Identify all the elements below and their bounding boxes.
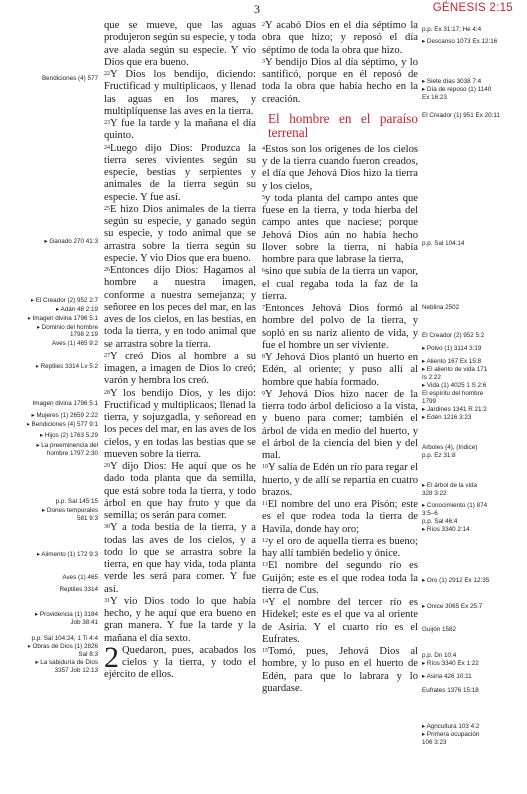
margin-note[interactable]: Árboles (4), (Índice) xyxy=(422,444,478,451)
margin-note[interactable]: 328 3:22 xyxy=(422,490,447,497)
verse xyxy=(104,118,256,143)
margin-note[interactable]: ▸ El Creador (2) 952 2:7 xyxy=(30,297,98,304)
verse-text: Y los bendijo Dios, y les dijo: Fructificad y multiplicaos; llenad la tierra, y sojuzgadla, y señoread en los peces del mar, en las aves de los cielos, y en todas las bestias que se mueven sobre la tierra. xyxy=(104,387,256,460)
margin-note[interactable]: ▸ Ganado 270 41:3 xyxy=(44,238,98,245)
margin-note[interactable]: ▸ Mujeres (1) 2659 2:22 xyxy=(31,412,98,419)
verse-number: 15 xyxy=(262,648,268,654)
verse xyxy=(104,20,256,69)
chapter-2-start xyxy=(104,640,256,682)
verse-number: 12 xyxy=(262,537,268,544)
verse xyxy=(104,351,256,388)
verse-number: 11 xyxy=(262,501,268,507)
margin-note[interactable]: ▸ Adán 48 2:19 xyxy=(55,306,98,313)
margin-note[interactable]: ▸ Alimento (1) 172 9:3 xyxy=(36,551,98,558)
verse xyxy=(104,143,256,204)
margin-note[interactable]: ▸ Día de reposo (1) 1140 xyxy=(422,86,492,93)
margin-note[interactable]: ▸ Dominio del hombre xyxy=(36,324,98,331)
margin-note[interactable]: 1799 xyxy=(422,398,437,405)
verse xyxy=(262,462,418,499)
verse-text: Y creó Dios al hombre a su imagen, a imagen de Dios lo creó; varón y hembra los creó. xyxy=(104,350,256,387)
verse-text: y el oro de aquella tierra es bueno; hay allí también bedelio y ónice. xyxy=(262,535,418,559)
verse-text: Y Jehová Dios hizo nacer de la tierra todo árbol delicioso a la vista, y bueno para comer; también el árbol de vida en medio del huerto, y el árbol de la ciencia del bien y del mal. xyxy=(262,388,418,461)
margin-note[interactable]: ▸ Vida (1) 4025 1 S 2:6 xyxy=(422,382,487,389)
margin-note[interactable]: Aves (1) 465 9:2 xyxy=(51,340,98,347)
verse xyxy=(262,597,418,646)
verse-text: Y Jehová Dios plantó un huerto en Edén, al oriente; y puso allí al hombre que había formado. xyxy=(262,352,418,388)
margin-note[interactable]: Aves (1) 465 xyxy=(62,574,98,581)
chapter-reference: GÉNESIS 2:15 xyxy=(432,2,513,14)
verse-text: Estos son los orígenes de los cielos y de la tierra cuando fueron creados, el día que Jehová Dios hizo la tierra y los cielos, xyxy=(262,143,418,192)
margin-note[interactable]: ▸ Aliento 167 Éx 15:8 xyxy=(422,358,482,365)
page-number: 3 xyxy=(254,2,260,16)
verse-text: sino que subía de la tierra un vapor, el cual regaba toda la faz de la tierra. xyxy=(262,266,418,302)
verse-number: 30 xyxy=(104,524,110,531)
verse-number: 28 xyxy=(104,389,110,396)
verse-number: 8 xyxy=(262,354,265,360)
verse-number: 13 xyxy=(262,562,268,569)
margin-note[interactable]: Imagen divina 1796 5:1 xyxy=(32,400,98,407)
margin-note[interactable]: p.p. Sal 145:15 xyxy=(55,498,98,505)
verse xyxy=(262,57,418,106)
left-margin-notes xyxy=(0,20,98,790)
margin-note[interactable]: Eufrates 1376 15:18 xyxy=(422,687,479,694)
chapter-number: 2 xyxy=(104,640,119,674)
margin-note[interactable]: ▸ Ónice 3065 Éx 25:7 xyxy=(422,603,483,610)
margin-note[interactable]: ▸ Reptiles 3314 Lv 5:2 xyxy=(35,363,98,370)
margin-note[interactable]: ▸ Agricultura 103 4:2 xyxy=(422,723,480,730)
text-column-left xyxy=(104,20,256,682)
verse-text: Tomó, pues, Jehová Dios al hombre, y lo puso en el huerto de Edén, para que lo labrara y lo guardase. xyxy=(262,646,418,694)
margin-note[interactable]: ▸ Imagen divina 1796 5:1 xyxy=(27,315,98,322)
verse-number: 27 xyxy=(104,352,110,359)
verse-number: 2 xyxy=(262,22,265,28)
verse-text: Y fue la tarde y la mañana el día quinto. xyxy=(104,118,256,142)
verse-text: Y acabó Dios en el día séptimo la obra que hizo; y reposó el día séptimo de toda la obra que hizo. xyxy=(262,20,418,56)
margin-note[interactable]: Sal 8:3 xyxy=(78,651,98,658)
verse-text: y toda planta del campo antes que fuese en la tierra, y toda hierba del campo antes que naciese; porque Jehová Dios aún no había hecho llover sobre la tierra, ni había hombre para que labrase la tierra, xyxy=(262,192,418,265)
verse xyxy=(104,265,256,351)
verse xyxy=(262,266,418,303)
margin-note[interactable]: p.p. Sal 46:4 xyxy=(422,518,458,525)
verse-text: El nombre del segundo río es Guijón; este es el que rodea toda la tierra de Cus. xyxy=(262,560,418,596)
verse-text: Y a toda bestia de la tierra, y a todas las aves de los cielos, y a todo lo que se arrastra sobre la tierra, en que hay vida, toda planta verde les será para comer. Y fue así. xyxy=(104,522,256,595)
verse xyxy=(104,69,256,118)
margin-note[interactable]: ▸ Descanso 1073 Éx 12:16 xyxy=(422,38,498,45)
text-column-right xyxy=(262,20,418,695)
margin-note[interactable]: El espíritu del hombre xyxy=(422,390,484,397)
margin-note[interactable]: 581 9:3 xyxy=(76,515,98,522)
verse xyxy=(104,522,256,596)
verse-number: 9 xyxy=(262,390,265,397)
verse-text: Quedaron, pues, acabados los cielos y la tierra, y todo el ejército de ellos. xyxy=(104,644,256,681)
margin-note[interactable]: p.p. Dn 10:4 xyxy=(422,652,457,659)
margin-note[interactable]: Bendiciones (4) 577 xyxy=(41,75,98,82)
margin-note[interactable]: ▸ Ríos 3340 Éx 1:22 xyxy=(422,660,479,667)
verse-text: Y el nombre del tercer río es Hidekel; este es el que va al oriente de Asiria. Y el cuarto río es el Eufrates. xyxy=(262,597,418,645)
margin-note[interactable]: ▸ Conocimiento (1) 874 xyxy=(422,502,488,509)
verse xyxy=(104,596,256,645)
verse-number: 25 xyxy=(104,205,110,212)
margin-note[interactable]: ▸ El árbol de la vida xyxy=(422,482,477,489)
verse xyxy=(262,20,418,57)
verse-number: 10 xyxy=(262,464,268,471)
verse xyxy=(262,303,418,352)
verse-text: que se mueve, que las aguas produjeron según su especie, y toda ave alada según su especie. Y vio Dios que era bueno. xyxy=(104,20,256,68)
margin-note[interactable]: Job 38:41 xyxy=(70,619,98,626)
margin-note[interactable]: Is 2:22 xyxy=(422,374,441,381)
verse-text: Y Dios los bendijo, diciendo: Fructificad y multiplicaos, y llenad las aguas en los mares, y multiplíquense las aves en la tierra. xyxy=(104,69,256,117)
verse xyxy=(104,461,256,522)
verse-text: Y salía de Edén un río para regar el huerto, y de allí se repartía en cuatro brazos. xyxy=(262,462,418,498)
verse xyxy=(262,352,418,389)
verse-number: 3 xyxy=(262,58,265,65)
margin-note[interactable]: ▸ Hijos (2) 1763 5:29 xyxy=(39,432,98,439)
margin-note[interactable]: ▸ Siete días 3038 7:4 xyxy=(422,78,482,85)
margin-note[interactable]: El Creador (2) 952 5:2 xyxy=(422,332,485,339)
margin-note[interactable]: hombre 1797 2:30 xyxy=(46,450,98,457)
margin-note[interactable]: ▸ Ríos 3340 2:14 xyxy=(422,526,470,533)
verse-number: 29 xyxy=(104,463,110,469)
margin-note[interactable]: ▸ La sabiduría de Dios xyxy=(35,659,98,666)
margin-note[interactable]: p.p. Sal 104:14 xyxy=(422,240,465,247)
margin-note[interactable]: ▸ Oro (1) 2912 Éx 12:35 xyxy=(422,577,490,584)
verse-number: 23 xyxy=(104,120,110,126)
margin-note[interactable]: 3:5–6 xyxy=(422,510,438,517)
section-title: El hombre en el paraíso terrenal xyxy=(268,110,418,140)
verse-number: 5 xyxy=(262,194,265,201)
margin-note[interactable]: ▸ Edén 1216 3:23 xyxy=(422,414,472,421)
verse xyxy=(262,144,418,193)
verse xyxy=(262,389,418,463)
verse-number: 4 xyxy=(262,145,265,152)
margin-note[interactable]: El Creador (1) 951 Éx 20:11 xyxy=(422,112,500,119)
margin-note[interactable]: ▸ La preeminencia del xyxy=(36,442,98,449)
margin-note[interactable]: ▸ Jardines 1341 R 21:2 xyxy=(422,406,487,413)
verse xyxy=(104,388,256,462)
margin-note[interactable]: p.p. Ez 31:8 xyxy=(422,452,456,459)
page-header xyxy=(0,2,527,18)
verse-text: E hizo Dios animales de la tierra según su especie, y ganado según su especie, y todo animal que se arrastra sobre la tierra según su especie. Y vio Dios que era bueno. xyxy=(104,203,256,264)
verse xyxy=(104,204,256,265)
margin-note[interactable]: 1798 2:19 xyxy=(69,331,98,338)
margin-note[interactable]: ▸ Dones temporales xyxy=(41,507,98,514)
margin-note[interactable]: ▸ Asiria 426 10:11 xyxy=(422,673,472,680)
verse-text: Y bendijo Dios al día séptimo, y lo santificó, porque en él reposó de toda la obra que había hecho en la creación. xyxy=(262,56,418,105)
margin-note[interactable]: ▸ Obras de Dios (1) 2826 xyxy=(27,643,98,650)
margin-note[interactable]: Neblina 2502 xyxy=(422,304,460,311)
verse-text: Y dijo Dios: He aquí que os he dado toda planta que da semilla, que está sobre toda la tierra, y todo árbol en que hay fruto y que da semilla; os serán para comer. xyxy=(104,461,256,521)
verse-number: 6 xyxy=(262,268,265,275)
verse-number: 24 xyxy=(104,144,110,151)
margin-note[interactable]: Éx 16:23 xyxy=(422,94,447,101)
verse-text: Luego dijo Dios: Produzca la tierra seres vivientes según su especie, bestias y serpientes y animales de la tierra según su especie. Y fue así. xyxy=(104,142,256,203)
margin-note[interactable]: 106 3:23 xyxy=(422,739,447,746)
verse-number: 14 xyxy=(262,599,268,605)
verse-number: 22 xyxy=(104,71,110,77)
verse xyxy=(262,193,418,267)
verse-text: Y vio Dios todo lo que había hecho, y he aquí que era bueno en gran manera. Y fue la tarde y la mañana el día sexto. xyxy=(104,595,256,644)
margin-note[interactable]: ▸ Providencia (1) 3184 xyxy=(34,611,98,618)
margin-note[interactable]: p.p. Éx 31:17; He 4:4 xyxy=(422,26,482,33)
margin-note[interactable]: ▸ Primera ocupación xyxy=(422,731,480,738)
margin-note[interactable]: ▸ Polvo (1) 3114 3:19 xyxy=(422,345,482,352)
verse-number: 26 xyxy=(104,267,110,273)
verse xyxy=(262,536,418,561)
verse-number: 31 xyxy=(104,597,110,604)
verse-text: El nombre del uno era Pisón; este es el que rodea toda la tierra de Havila, donde hay oro; xyxy=(262,499,418,535)
margin-note[interactable]: Reptiles 3314 xyxy=(59,586,98,593)
margin-note[interactable]: p.p. Sal 104:24; 1 Ti 4:4 xyxy=(31,635,98,642)
verse xyxy=(262,646,418,695)
margin-note[interactable]: 3357 Job 12:13 xyxy=(54,667,98,674)
margin-note[interactable]: ▸ El aliento de vida 171 xyxy=(422,366,488,373)
right-margin-notes xyxy=(422,20,522,790)
verse-number: 7 xyxy=(262,305,265,311)
margin-note[interactable]: Guijón 1582 xyxy=(422,626,456,633)
verse xyxy=(262,499,418,536)
verse-text: Entonces dijo Dios: Hagamos al hombre a nuestra imagen, conforme a nuestra semejanza; y señoree en los peces del mar, en las aves de los cielos, en las bestias, en toda la tierra, y en todo animal que se arrastra sobre la tierra. xyxy=(104,265,256,350)
verse-text: Entonces Jehová Dios formó al hombre del polvo de la tierra, y sopló en su nariz aliento de vida, y fue el hombre un ser viviente. xyxy=(262,303,418,351)
verse xyxy=(262,560,418,597)
margin-note[interactable]: ▸ Bendiciones (4) 577 9:1 xyxy=(26,421,98,428)
